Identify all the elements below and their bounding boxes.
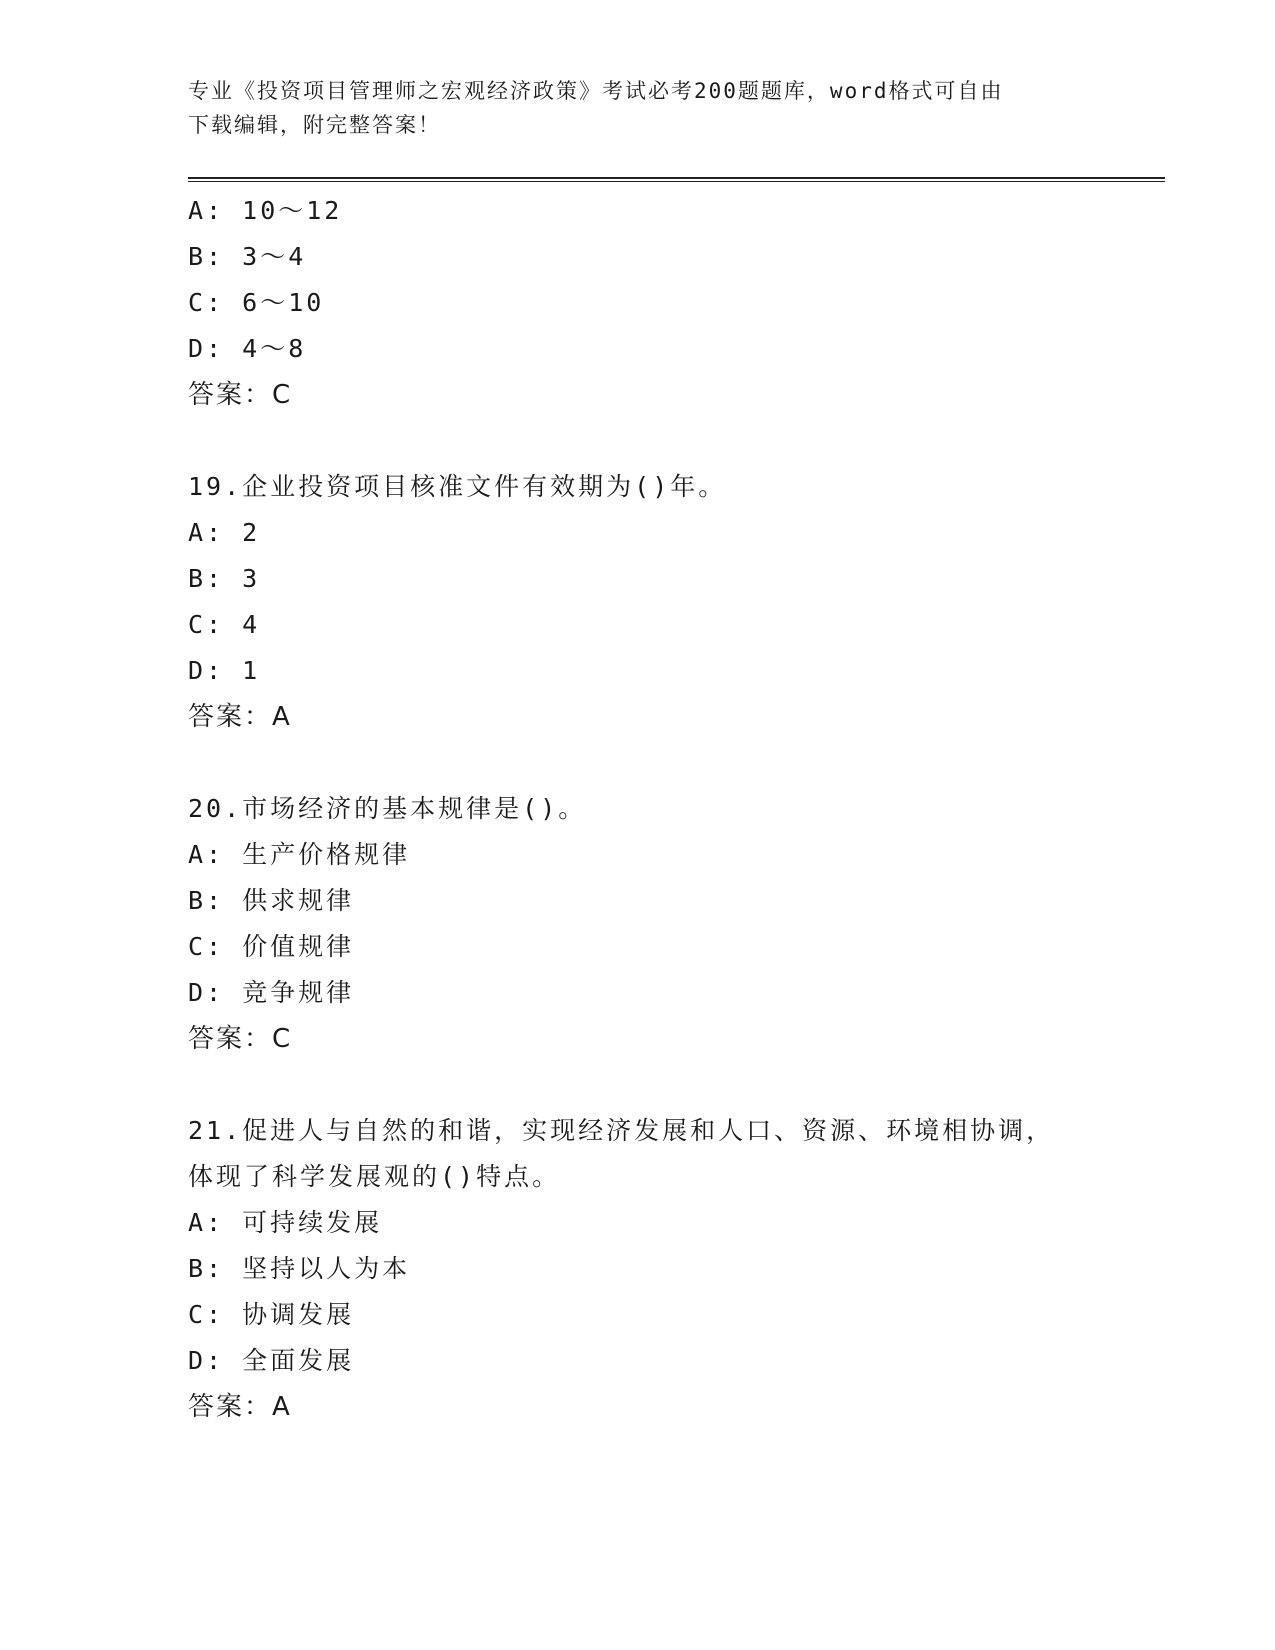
- option-b: B: 供求规律: [188, 886, 355, 915]
- question-list: [188, 188, 1088, 1430]
- option-c: C: 协调发展: [188, 1300, 355, 1329]
- answer-line: 答案：A: [188, 1392, 292, 1422]
- option-a: A: 10～12: [188, 196, 343, 225]
- option-d: D: 竞争规律: [188, 978, 355, 1007]
- answer-line: 答案：C: [188, 1024, 293, 1054]
- question-block-19: [188, 464, 1088, 740]
- question-block-20: [188, 786, 1088, 1062]
- answer-line: 答案：A: [188, 702, 292, 732]
- document-header: [188, 74, 1088, 142]
- question-stem: 19.企业投资项目核准文件有效期为()年。: [188, 472, 727, 501]
- option-c: C: 价值规律: [188, 932, 355, 961]
- option-d: D: 全面发展: [188, 1346, 355, 1375]
- option-b: B: 3: [188, 564, 261, 593]
- option-b: B: 坚持以人为本: [188, 1254, 411, 1283]
- header-line-1: 专业《投资项目管理师之宏观经济政策》考试必考200题题库，word格式可自由: [188, 79, 1004, 103]
- question-block-18: [188, 188, 1088, 418]
- option-b: B: 3～4: [188, 242, 307, 271]
- option-c: C: 4: [188, 610, 261, 639]
- option-a: A: 可持续发展: [188, 1208, 383, 1237]
- question-stem: 20.市场经济的基本规律是()。: [188, 794, 587, 823]
- option-a: A: 生产价格规律: [188, 840, 411, 869]
- question-stem-line-1: 21.促进人与自然的和谐，实现经济发展和人口、资源、环境相协调，: [188, 1116, 1055, 1145]
- question-block-21: [188, 1108, 1088, 1430]
- header-divider: [188, 177, 1165, 182]
- header-line-2: 下载编辑，附完整答案！: [188, 113, 441, 137]
- question-stem-line-2: 体现了科学发展观的()特点。: [188, 1162, 561, 1191]
- answer-line: 答案：C: [188, 380, 293, 410]
- option-d: D: 4～8: [188, 334, 307, 363]
- option-a: A: 2: [188, 518, 261, 547]
- option-c: C: 6～10: [188, 288, 325, 317]
- option-d: D: 1: [188, 656, 261, 685]
